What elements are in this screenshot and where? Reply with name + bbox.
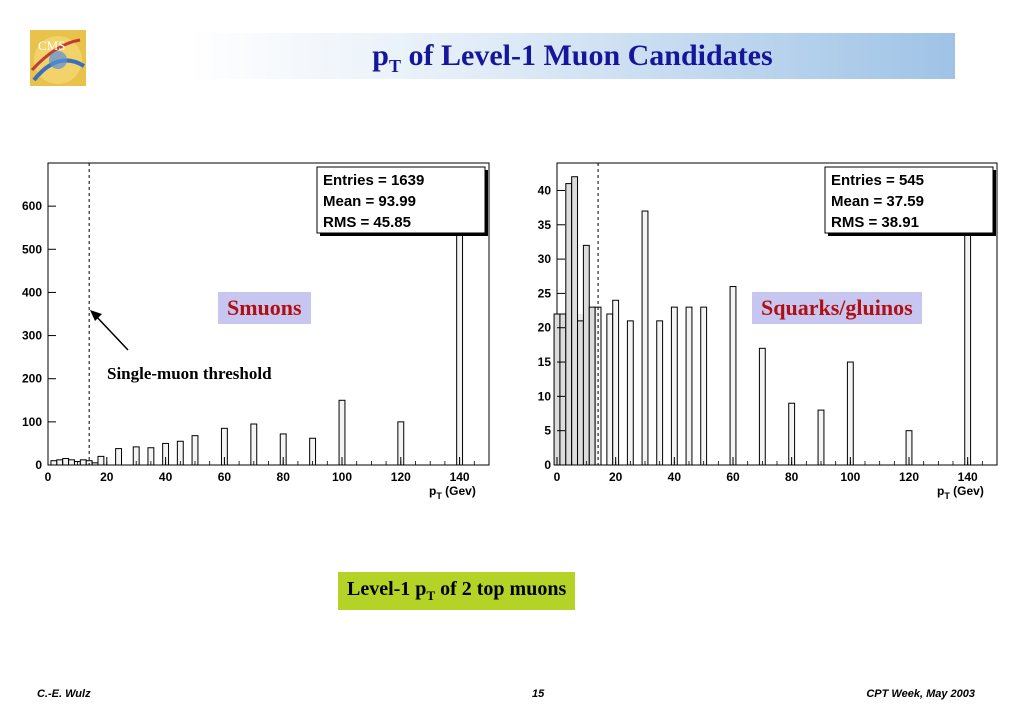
y-tick-label: 400 — [21, 285, 42, 300]
x-tick-label: 80 — [276, 470, 290, 484]
y-tick-label: 25 — [537, 286, 551, 301]
histogram-bar — [789, 403, 795, 465]
y-tick-label: 35 — [537, 217, 551, 232]
squarks-gluinos-label: Squarks/gluinos — [752, 292, 922, 324]
footer-page-number: 15 — [532, 688, 545, 700]
histogram-bar — [730, 287, 736, 465]
histogram-bar — [818, 410, 824, 465]
histogram-bar — [613, 300, 619, 465]
histogram-bar — [57, 460, 63, 465]
histogram-bar — [701, 307, 707, 465]
histogram-bar — [192, 436, 198, 465]
y-tick-label: 40 — [537, 183, 551, 198]
x-tick-label: 80 — [784, 470, 799, 484]
histogram-bar — [69, 460, 75, 465]
y-tick-label: 10 — [537, 389, 551, 404]
histogram-bar — [642, 211, 648, 465]
stats-entry: RMS = 38.91 — [831, 214, 919, 231]
y-tick-label: 200 — [21, 371, 42, 386]
histogram-bar — [63, 459, 69, 465]
title-bar — [190, 33, 955, 79]
x-tick-label: 40 — [667, 470, 682, 484]
x-tick-label: 60 — [217, 470, 232, 484]
x-tick-label: 120 — [390, 470, 411, 484]
histogram-bar — [686, 307, 692, 465]
histogram-bar — [583, 245, 589, 465]
y-tick-label: 30 — [537, 252, 551, 267]
x-tick-label: 20 — [608, 470, 623, 484]
x-tick-label: 20 — [100, 470, 114, 484]
histogram-bar — [51, 461, 57, 465]
x-axis-label: $p_T$ (Gev) — [937, 484, 984, 501]
histogram-bar — [607, 314, 613, 465]
histogram-bar — [589, 307, 595, 465]
y-tick-label: 20 — [537, 320, 551, 335]
x-axis-label: $p_T$ (Gev) — [429, 484, 476, 501]
caption: Level-1 $p_T$ of 2 top muons — [338, 572, 575, 610]
y-tick-label: 100 — [21, 414, 42, 429]
squarks-histogram — [510, 150, 1015, 510]
histogram-bar — [80, 460, 86, 465]
histogram-bar — [116, 449, 122, 465]
y-tick-label: 0 — [544, 458, 551, 472]
footer-author: C.-E. Wulz — [37, 688, 91, 700]
x-tick-label: 100 — [331, 470, 353, 484]
histogram-bar — [627, 321, 633, 465]
y-tick-label: 5 — [544, 423, 551, 438]
histogram-bar — [560, 314, 566, 465]
histogram-bar — [759, 348, 765, 465]
x-tick-label: 0 — [553, 470, 561, 484]
histogram-bar — [98, 456, 104, 465]
histogram-bar — [251, 424, 257, 465]
x-tick-label: 120 — [898, 470, 920, 484]
histogram-bar — [92, 463, 98, 465]
y-tick-label: 500 — [21, 242, 42, 257]
footer-event: CPT Week, May 2003 — [866, 688, 975, 700]
x-tick-label: 0 — [44, 470, 52, 484]
histogram-bar — [847, 362, 853, 465]
stats-entry: Mean = 93.99 — [323, 193, 416, 210]
histogram-bar — [657, 321, 663, 465]
stats-entry: RMS = 45.85 — [323, 214, 411, 231]
histogram-bar — [554, 314, 560, 465]
y-tick-label: 0 — [35, 458, 42, 472]
x-tick-label: 60 — [726, 470, 740, 484]
histogram-bar — [671, 307, 677, 465]
threshold-annotation: Single-muon threshold — [107, 364, 272, 383]
y-tick-label: 600 — [21, 199, 42, 214]
logo-text: CMS — [38, 38, 66, 53]
threshold-arrow — [80, 300, 140, 360]
smuons-label: Smuons — [218, 292, 311, 324]
smuons-histogram — [0, 150, 500, 510]
stats-entry: Mean = 37.59 — [831, 193, 924, 210]
histogram-bar — [572, 177, 578, 465]
x-tick-label: 40 — [158, 470, 173, 484]
slide-title: $p_T$ of Level-1 Muon Candidates — [372, 39, 773, 76]
histogram-bar — [578, 321, 584, 465]
stats-entry: Entries = 1639 — [323, 172, 425, 189]
x-tick-label: 140 — [957, 470, 978, 484]
x-tick-label: 140 — [449, 470, 470, 484]
cms-logo — [30, 30, 86, 86]
histogram-bar — [310, 438, 316, 465]
y-tick-label: 300 — [21, 328, 42, 343]
y-tick-label: 15 — [537, 355, 551, 370]
x-tick-label: 100 — [840, 470, 861, 484]
stats-entry: Entries = 545 — [831, 172, 924, 189]
histogram-bar — [566, 184, 572, 465]
histogram-bar — [339, 400, 345, 465]
